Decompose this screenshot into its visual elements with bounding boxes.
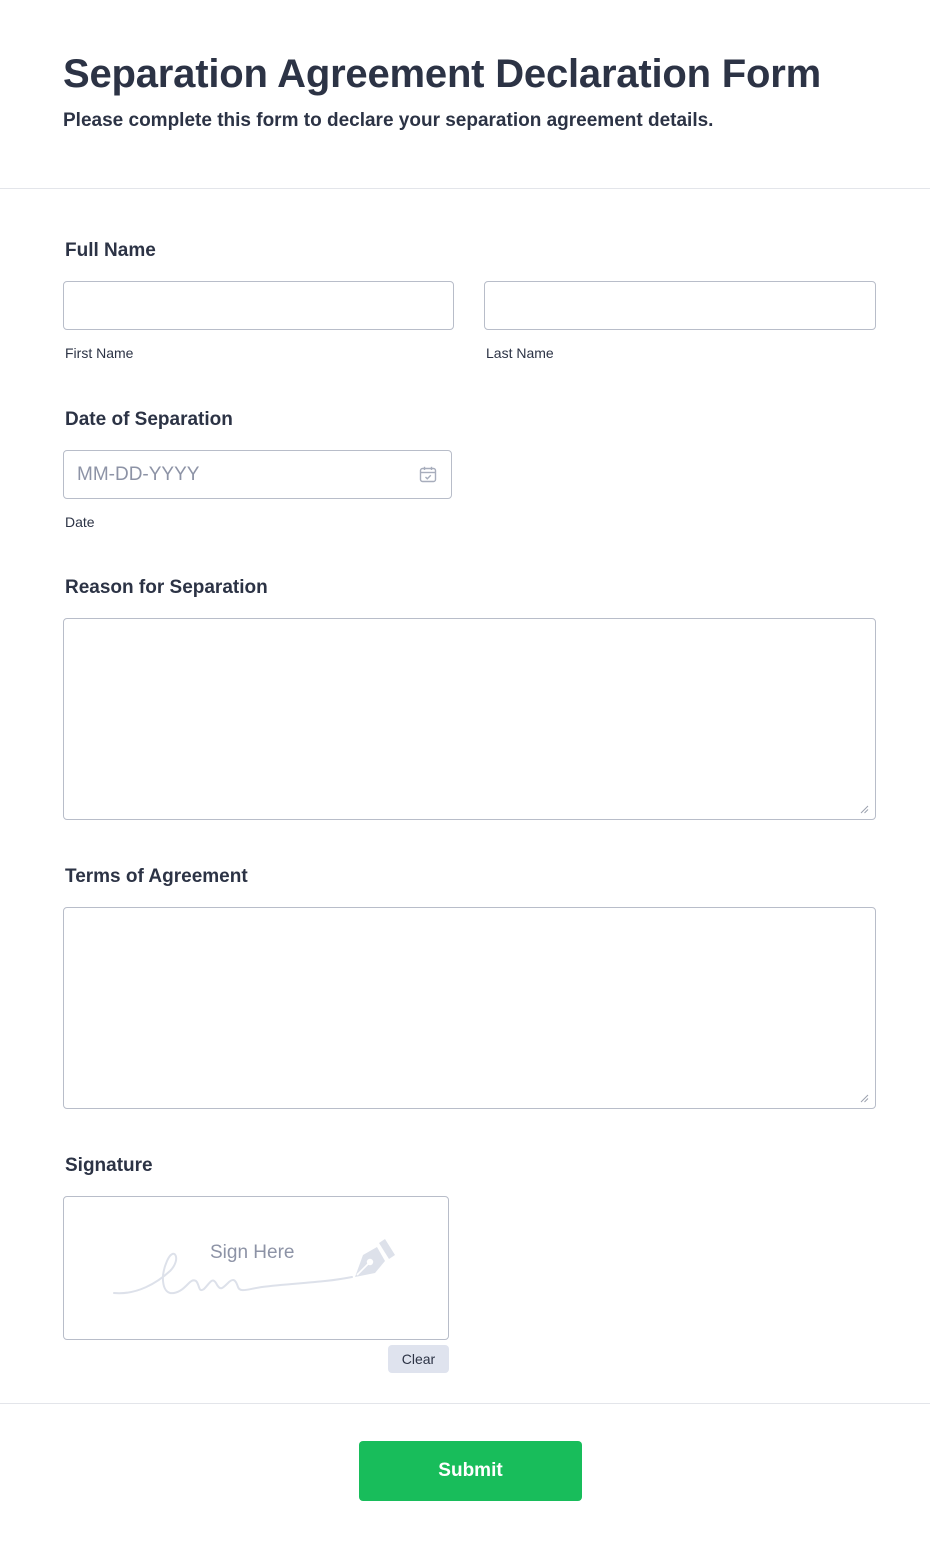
last-name-input[interactable] bbox=[484, 281, 876, 330]
clear-signature-button[interactable]: Clear bbox=[388, 1345, 449, 1373]
calendar-icon[interactable] bbox=[418, 465, 438, 485]
submit-button[interactable]: Submit bbox=[359, 1441, 582, 1501]
sign-here-placeholder: Sign Here bbox=[210, 1242, 295, 1263]
footer-divider bbox=[0, 1403, 930, 1404]
resize-grip-icon[interactable] bbox=[860, 805, 869, 814]
pen-nib-icon bbox=[349, 1237, 399, 1285]
last-name-sublabel: Last Name bbox=[486, 345, 554, 361]
terms-label: Terms of Agreement bbox=[65, 866, 248, 887]
form-header bbox=[0, 0, 930, 189]
reason-label: Reason for Separation bbox=[65, 577, 268, 598]
full-name-label: Full Name bbox=[65, 240, 156, 261]
reason-textarea[interactable] bbox=[63, 618, 876, 820]
form-subtitle: Please complete this form to declare your separation agreement details. bbox=[63, 110, 714, 131]
date-input[interactable] bbox=[63, 450, 452, 499]
first-name-input[interactable] bbox=[63, 281, 454, 330]
signature-label: Signature bbox=[65, 1155, 153, 1176]
date-sublabel: Date bbox=[65, 514, 95, 530]
date-placeholder: MM-DD-YYYY bbox=[77, 464, 200, 485]
date-of-separation-label: Date of Separation bbox=[65, 409, 233, 430]
signature-pad[interactable] bbox=[63, 1196, 449, 1340]
resize-grip-icon[interactable] bbox=[860, 1094, 869, 1103]
form-title: Separation Agreement Declaration Form bbox=[63, 52, 821, 96]
first-name-sublabel: First Name bbox=[65, 345, 134, 361]
terms-textarea[interactable] bbox=[63, 907, 876, 1109]
